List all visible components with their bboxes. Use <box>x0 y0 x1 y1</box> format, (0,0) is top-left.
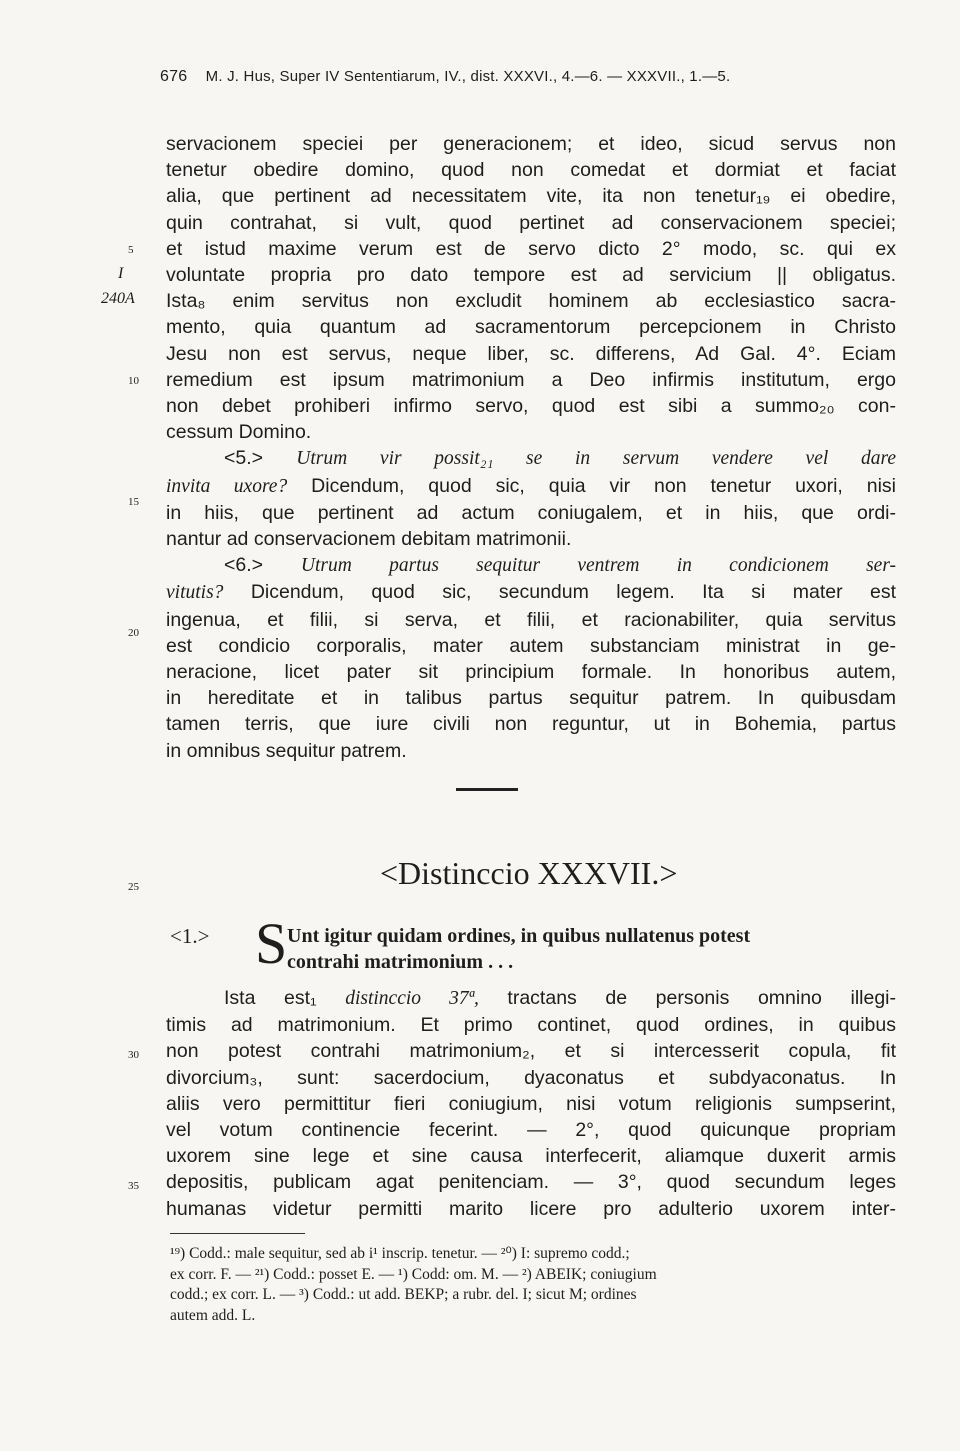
chapter-label: <1.> <box>170 924 210 948</box>
margin-note-i: I <box>118 265 124 282</box>
commentary-lead: Ista est₁ <box>224 987 317 1009</box>
text-line: tamen terris, que iure civili non reguntur, ut in Bohemia, partus <box>166 713 896 736</box>
commentary-lead-rest: tractans de personis omnino illegi- <box>507 987 896 1009</box>
text-line: in hereditate et in talibus partus sequitur patrem. In quibusdam <box>166 687 896 710</box>
question-6-title: Utrum partus sequitur ventrem in condicionem ser- <box>300 555 897 577</box>
distinction-title: <Distinccio XXXVII.> <box>380 855 678 891</box>
text-line: remedium est ipsum matrimonium a Deo infirmis institutum, ergo <box>166 368 896 391</box>
footnote-line: codd.; ex corr. L. — ³) Codd.: ut add. BEKP; a rubr. del. I; sicut M; ordines <box>170 1286 637 1303</box>
footnotes <box>170 1244 896 1326</box>
line-number: 20 <box>128 627 139 639</box>
commentary-italic: distinccio 37ª, <box>345 988 479 1009</box>
line-number: 10 <box>128 375 139 387</box>
text-line: in hiis, que pertinent ad actum coniugalem, et in hiis, que ordi- <box>166 501 896 524</box>
text-line: Ista₈ enim servitus non excludit hominem ab ecclesiastico sacra- <box>166 290 896 313</box>
text-line: voluntate propria pro dato tempore est ad servicium || obligatus. <box>166 264 896 287</box>
commentary-block <box>166 985 896 1222</box>
line-number: 5 <box>128 244 134 256</box>
line-number: 30 <box>128 1049 139 1061</box>
question-5-title-end: invita uxore? <box>166 475 288 497</box>
question-6-answer: Dicendum, quod sic, secundum legem. Ita si mater est <box>250 581 896 604</box>
text-line: divorcium₃, sunt: sacerdocium, dyaconatus et subdyaconatus. In <box>166 1066 896 1089</box>
question-5-title: Utrum vir possit₂₁ se in servum vendere vel dare <box>296 448 896 470</box>
chapter-heading <box>287 923 897 975</box>
question-5-label: <5.> <box>224 447 264 470</box>
text-line: tenetur obedire domino, quod non comedat et dormiat et faciat <box>166 159 896 182</box>
chapter-heading-line: Unt igitur quidam ordines, in quibus nullatenus potest <box>287 925 751 947</box>
question-5-line <box>166 473 896 500</box>
question-6-label: <6.> <box>224 554 264 577</box>
question-6-line <box>166 579 896 606</box>
text-line: in omnibus sequitur patrem. <box>166 739 407 762</box>
text-line: quin contrahat, si vult, quod pertinet ad conservacionem speciei; <box>166 211 896 234</box>
text-line: alia, que pertinent ad necessitatem vite, ita non tenetur₁₉ ei obedire, <box>166 185 896 208</box>
text-line: uxorem sine lege et sine causa interfecerit, aliamque duxerit armis <box>166 1145 896 1168</box>
text-line: servacionem speciei per generacionem; et ideo, sicud servus non <box>166 133 896 155</box>
footnote-line: autem add. L. <box>170 1306 256 1324</box>
text-line: non potest contrahi matrimonium₂, et si intercesserit copula, fit <box>166 1040 896 1063</box>
line-number: 15 <box>128 496 139 508</box>
page-number: 676 <box>160 68 188 85</box>
text-line: mento, quia quantum ad sacramentorum percepcionem in Christo <box>166 316 896 339</box>
text-line: neracione, licet pater sit principium formale. In honoribus autem, <box>166 661 896 684</box>
line-number: 35 <box>128 1180 139 1192</box>
text-line: ingenua, et filii, si serva, et filii, et racionabiliter, quia servitus <box>166 608 896 631</box>
text-line: aliis vero permittitur fieri coniugium, nisi votum religionis sumpserint, <box>166 1092 896 1115</box>
running-header <box>160 68 730 86</box>
running-title: M. J. Hus, Super IV Sententiarum, IV., dist. XXXVI., 4.—6. — XXXVII., 1.—5. <box>205 68 731 85</box>
text-line: timis ad matrimonium. Et primo continet, quod ordines, in quibus <box>166 1014 896 1037</box>
text-line: et istud maxime verum est de servo dicto 2° modo, sc. qui ex <box>166 237 896 260</box>
footnote-line: ex corr. F. — ²¹) Codd.: posset E. — ¹) Codd: om. M. — ²) ABEIK; coniugium <box>170 1265 657 1283</box>
question-6-title-end: vitutis? <box>166 582 224 604</box>
section-divider <box>456 788 518 791</box>
text-line: vel votum continencie fecerint. — 2°, quod quicunque propriam <box>166 1119 896 1142</box>
commentary-first-line <box>166 985 896 1012</box>
line-number: 25 <box>128 881 139 893</box>
text-line: est condicio corporalis, mater autem substanciam ministrat in ge- <box>166 634 896 657</box>
chapter-heading-line: contrahi matrimonium . . . <box>287 951 514 973</box>
footnote-rule <box>170 1233 305 1234</box>
text-line: non debet prohiberi infirmo servo, quod est sibi a summo₂₀ con- <box>166 395 896 418</box>
question-5-line <box>166 445 896 472</box>
text-line: nantur ad conservacionem debitam matrimonii. <box>166 528 572 551</box>
drop-cap: S <box>255 911 288 976</box>
main-text-block <box>166 131 896 764</box>
text-line: cessum Domino. <box>166 421 312 444</box>
text-line: depositis, publicam agat penitenciam. — 3°, quod secundum leges <box>166 1171 896 1194</box>
footnote-line: ¹⁹) Codd.: male sequitur, sed ab i¹ inscrip. tenetur. — ²⁰) I: supremo codd.; <box>170 1245 630 1262</box>
question-5-answer: Dicendum, quod sic, quia vir non tenetur uxori, nisi <box>311 474 897 497</box>
text-line: humanas videtur permitti marito licere pro adulterio uxorem inter- <box>166 1197 896 1220</box>
margin-note-folio: 240A <box>101 290 135 307</box>
question-6-line <box>166 552 896 579</box>
text-line: Jesu non est servus, neque liber, sc. differens, Ad Gal. 4°. Eciam <box>166 342 896 365</box>
